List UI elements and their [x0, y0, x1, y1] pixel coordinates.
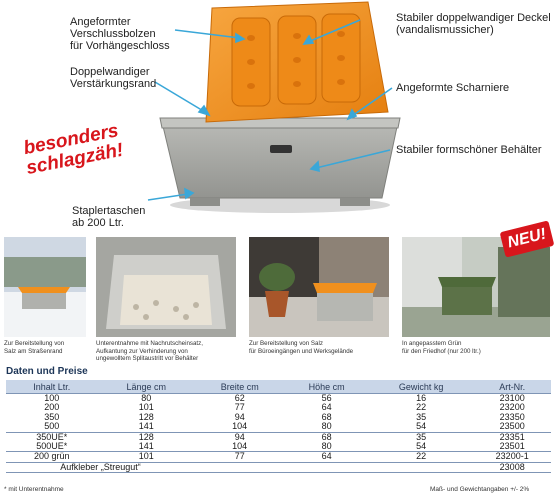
table-cell: 23350	[499, 411, 525, 422]
table-cell: 22	[416, 402, 427, 413]
table-cell: 16	[416, 393, 427, 403]
table-cell: 128	[97, 432, 195, 442]
table-cell: 35	[416, 411, 427, 422]
table-cell: 80	[141, 393, 152, 403]
table-cell: 500UE*	[36, 441, 68, 452]
photo-street	[4, 237, 86, 337]
caption-street: Zur Bereitstellung von Salz am Straßenrand	[4, 340, 65, 355]
callout-container: Stabiler formschöner Behälter	[396, 144, 542, 156]
callout-forklift-pockets: Staplertaschen ab 200 Ltr.	[72, 205, 146, 229]
table-cell: 77	[234, 402, 245, 413]
callout-rim: Doppelwandiger Verstärkungsrand	[70, 66, 157, 90]
table-cell: 80	[321, 421, 332, 432]
table-cell: 200 grün	[6, 452, 97, 462]
callout-lock-bolt: Angeformter Verschlussbolzen für Vorhängeschloss	[70, 16, 170, 52]
table-row	[6, 442, 551, 452]
table-cell: 500	[44, 421, 60, 432]
table-cell: 64	[321, 402, 332, 413]
table-cell: 23501	[499, 441, 525, 452]
table-cell: 200	[44, 402, 60, 413]
col-header: Breite cm	[195, 380, 284, 394]
caption-bottom-outlet: Unterentnahme mit Nachrutscheinsatz, Aufkantung zur Verhinderung von ungewolltem Splitaustritt vor Behälter	[96, 340, 203, 362]
col-header: Länge cm	[97, 380, 195, 394]
photo-bottom-outlet	[96, 237, 236, 337]
col-header: Inhalt Ltr.	[6, 380, 97, 394]
table-cell: 141	[138, 421, 154, 432]
table-cell: 141	[138, 441, 154, 452]
table-cell: 104	[232, 421, 248, 432]
table-cell: 94	[195, 432, 284, 442]
table-cell: 64	[284, 452, 369, 462]
table-row	[6, 462, 551, 472]
table-cell: 22	[369, 452, 474, 462]
table-cell: 350	[44, 411, 60, 422]
table-cell: 35	[369, 432, 474, 442]
table-cell: 54	[416, 441, 427, 452]
table-cell: 101	[138, 402, 154, 413]
table-cell: 23200	[499, 402, 525, 413]
table-row	[6, 403, 551, 412]
footnote: * mit Unterentnahme	[4, 486, 64, 493]
table-cell: 68	[321, 411, 332, 422]
spec-table	[6, 380, 551, 473]
table-cell: 128	[138, 411, 154, 422]
disclaimer: Maß- und Gewichtangaben +/- 2%	[430, 486, 530, 493]
table-cell: 23500	[499, 421, 525, 432]
table-row	[6, 413, 551, 422]
callout-lid: Stabiler doppelwandiger Deckel (vandalismussicher)	[396, 12, 551, 36]
table-cell: 80	[321, 441, 332, 452]
table-cell: 23008	[473, 462, 551, 472]
callout-hinges: Angeformte Scharniere	[396, 82, 510, 94]
table-cell: 23351	[473, 432, 551, 442]
col-header: Höhe cm	[284, 380, 369, 394]
table-cell: 100	[44, 393, 60, 403]
table-row	[6, 394, 551, 404]
table-cell: 23100	[499, 393, 525, 403]
table-cell: 62	[234, 393, 245, 403]
table-cell: 56	[321, 393, 332, 403]
table-cell: 23200-1	[473, 452, 551, 462]
table-row	[6, 422, 551, 432]
table-cell: 101	[97, 452, 195, 462]
col-header: Gewicht kg	[369, 380, 474, 394]
table-header-row	[6, 380, 551, 394]
section-title: Daten und Preise	[6, 366, 88, 377]
new-badge: NEU!	[500, 220, 555, 257]
table-cell: Aufkleber „Streugut“	[6, 462, 195, 472]
table-cell	[284, 462, 369, 472]
photo-office-entrance	[249, 237, 389, 337]
col-header: Art-Nr.	[473, 380, 551, 394]
caption-office-entrance: Zur Bereitstellung von Salz für Büroeingängen und Werksgelände	[249, 340, 354, 355]
table-cell: 104	[232, 441, 248, 452]
table-row	[6, 432, 551, 442]
table-cell: 94	[234, 411, 245, 422]
impact-resistant-badge: besonders schlagzäh!	[21, 120, 126, 180]
table-cell: 68	[284, 432, 369, 442]
caption-cemetery: In angepasstem Grün für den Friedhof (nur 200 ltr.)	[402, 340, 481, 355]
table-row	[6, 452, 551, 462]
table-cell	[195, 462, 284, 472]
table-cell: 350UE*	[6, 432, 97, 442]
table-cell	[369, 462, 474, 472]
table-cell: 77	[195, 452, 284, 462]
table-cell: 54	[416, 421, 427, 432]
